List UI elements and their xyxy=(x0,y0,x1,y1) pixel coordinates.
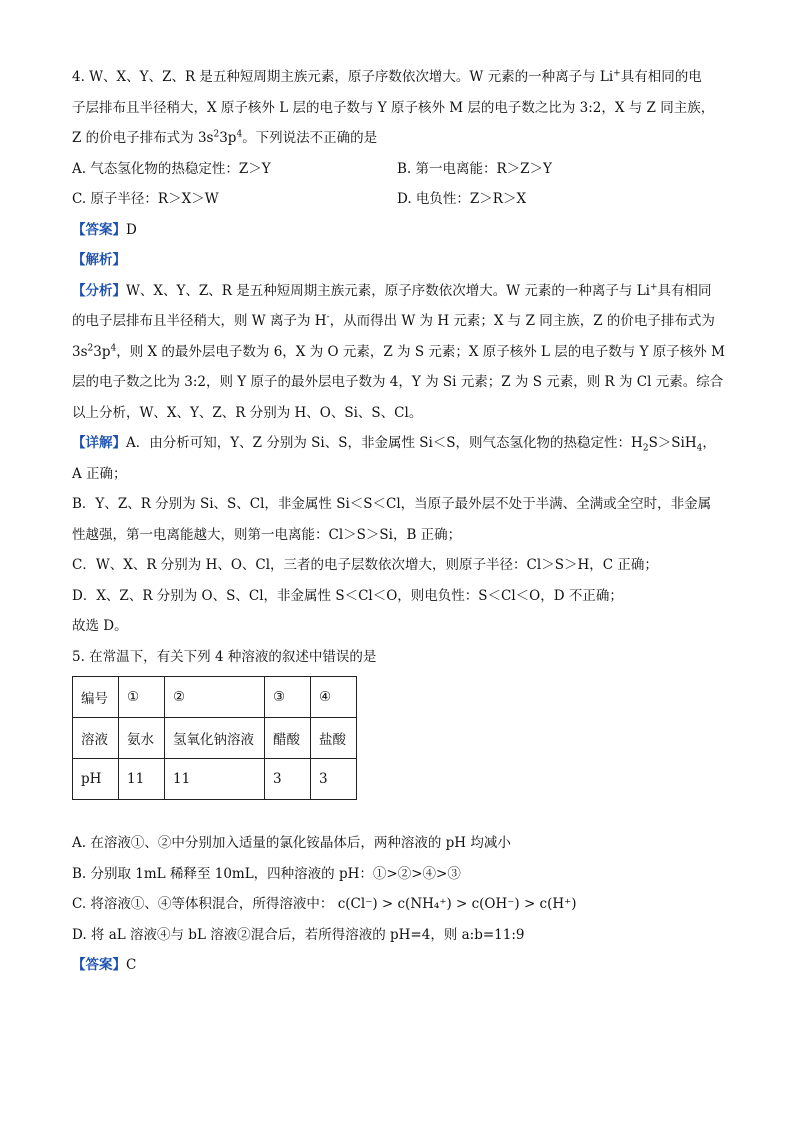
q4-option-a: A. 气态氢化物的热稳定性：Z＞Y xyxy=(72,160,271,177)
table-cell: pH xyxy=(73,759,119,800)
q5-answer: 【答案】C xyxy=(72,957,137,973)
q4-detail-b-line-1: B．Y、Z、R 分别为 Si、S、Cl，非金属性 Si＜S＜Cl，当原子最外层不处于半满、全满或全空时，非金属 xyxy=(72,496,712,512)
q4-detail-d: D．X、Z、R 分别为 O、S、Cl，非金属性 S＜Cl＜O，则电负性：S＜Cl＜O，D 不正确； xyxy=(72,587,623,604)
table-cell: 氨水 xyxy=(119,718,165,759)
q5-option-d: D. 将 aL 溶液④与 bL 溶液②混合后，若所得溶液的 pH=4，则 a:b=11:9 xyxy=(72,926,525,943)
q4-fenxi-line-4: 层的电子数之比为 3:2，则 Y 原子的最外层电子数为 4，Y 为 Si 元素；Z 为 S 元素，则 R 为 Cl 元素。综合 xyxy=(72,374,724,390)
q4-option-d: D. 电负性：Z＞R＞X xyxy=(397,191,527,207)
table-cell: 溶液 xyxy=(73,718,119,759)
table-cell: 盐酸 xyxy=(311,718,357,759)
q4-fenxi-line-2: 的电子层排布且半径稍大，则 W 离子为 H-，从而得出 W 为 H 元素；X 与 Z 同主族，Z 的价电子排布式为 xyxy=(72,312,715,329)
analysis-tag: 【解析】 xyxy=(72,252,126,268)
table-cell: 醋酸 xyxy=(265,718,311,759)
detail-tag: 【详解】 xyxy=(72,435,126,451)
q5-option-c: C. 将溶液①、④等体积混合，所得溶液中： c(Cl⁻) > c(NH₄⁺) > c(OH⁻) > c(H⁺) xyxy=(72,896,577,912)
answer-tag: 【答案】 xyxy=(72,221,126,238)
table-cell: 11 xyxy=(119,759,165,800)
q4-fenxi-line-5: 以上分析，W、X、Y、Z、R 分别为 H、O、Si、S、Cl。 xyxy=(72,404,423,421)
fenxi-tag: 【分析】 xyxy=(72,282,126,299)
document-page xyxy=(72,62,725,981)
table-row xyxy=(73,677,357,718)
q5-option-c-formula: c(Cl⁻) > c(NH₄⁺) > c(OH⁻) > c(H⁺) xyxy=(337,896,577,912)
q4-analysis-heading xyxy=(72,245,722,276)
table-cell: ④ xyxy=(311,677,357,718)
q4-stem-line-3: Z 的价电子排布式为 $3s^23p^4$。下列说法不正确的是 xyxy=(72,129,378,146)
q5-option-a: A. 在溶液①、②中分别加入适量的氯化铵晶体后，两种溶液的 pH 均减小 xyxy=(72,835,511,851)
q4-detail-b-line-2: 性越强，第一电离能越大，则第一电离能：Cl＞S＞Si，B 正确； xyxy=(72,526,462,543)
table-cell: 3 xyxy=(311,759,357,800)
table-cell: 11 xyxy=(165,759,265,800)
q4-conclusion: 故选 D。 xyxy=(72,618,128,634)
q5-stem: 5. 在常温下，有关下列 4 种溶液的叙述中错误的是 xyxy=(72,648,377,665)
q4-detail-a-line-2: A 正确； xyxy=(72,465,127,482)
q5-solution-table xyxy=(72,676,357,800)
q4-options-row-2 xyxy=(72,184,722,215)
q4-answer: 【答案】D xyxy=(72,221,137,238)
table-cell: ① xyxy=(119,677,165,718)
table-row xyxy=(73,718,357,759)
q4-options-row-1 xyxy=(72,154,722,185)
table-cell: 3 xyxy=(265,759,311,800)
q4-detail-a-line-1: 【详解】A．由分析可知，Y、Z 分别为 Si、S，非金属性 Si＜S，则气态氢化物的热稳定性：$H_2S>SiH_4$， xyxy=(72,435,716,454)
table-row xyxy=(73,759,357,800)
table-cell: 编号 xyxy=(73,677,119,718)
table-cell: 氢氧化钠溶液 xyxy=(165,718,265,759)
q5-option-b: B. 分别取 1mL 稀释至 10mL，四种溶液的 pH：①>②>④>③ xyxy=(72,865,461,882)
q4-fenxi-line-1: 【分析】W、X、Y、Z、R 是五种短周期主族元素，原子序数依次增大。W 元素的一种离子与 Li+具有相同 xyxy=(72,282,712,299)
q4-detail-c: C．W、X、R 分别为 H、O、Cl，三者的电子层数依次增大，则原子半径：Cl＞S＞H，C 正确； xyxy=(72,557,658,573)
q4-option-c: C. 原子半径：R＞X＞W xyxy=(72,191,219,207)
answer-tag: 【答案】 xyxy=(72,957,126,973)
q4-stem-line-2: 子层排布且半径稍大，X 原子核外 L 层的电子数与 Y 原子核外 M 层的电子数之比为 3:2，X 与 Z 同主族， xyxy=(72,99,715,116)
q4-option-b: B. 第一电离能：R＞Z＞Y xyxy=(397,160,552,177)
table-cell: ③ xyxy=(265,677,311,718)
table-cell: ② xyxy=(165,677,265,718)
q4-stem-line-1: 4. W、X、Y、Z、R 是五种短周期主族元素，原子序数依次增大。W 元素的一种离子与 Li+具有相同的电 xyxy=(72,68,702,85)
q4-fenxi-line-3: $3s^23p^4$，则 X 的最外层电子数为 6，X 为 O 元素，Z 为 S 元素；X 原子核外 L 层的电子数与 Y 原子核外 M xyxy=(72,343,725,360)
